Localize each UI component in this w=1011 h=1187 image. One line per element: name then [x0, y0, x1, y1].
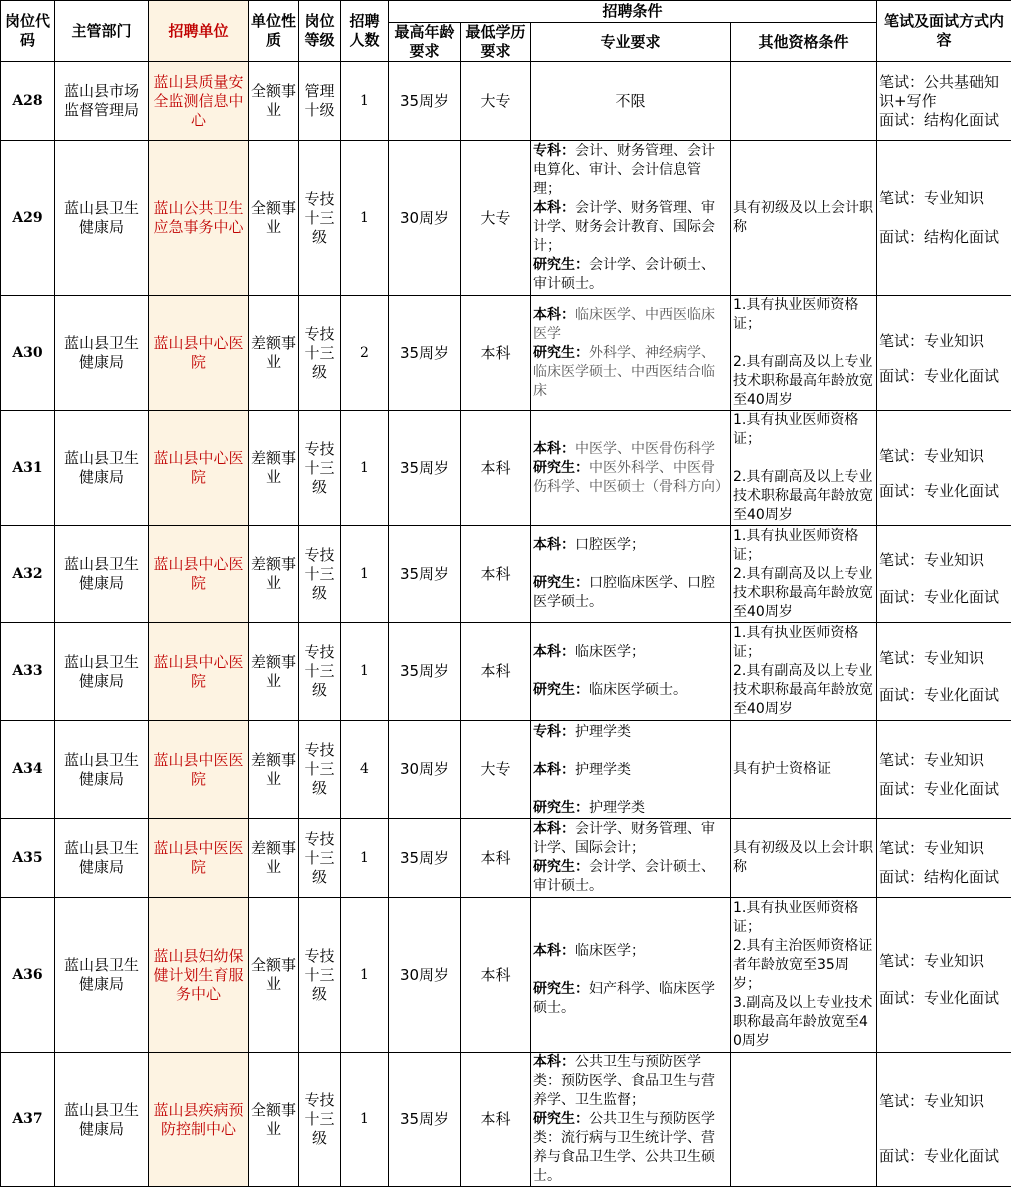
cell-age: 30周岁 [389, 141, 461, 296]
cell-other [731, 62, 877, 141]
cell-dept: 蓝山县卫生健康局 [55, 819, 149, 898]
cell-age: 35周岁 [389, 1053, 461, 1187]
cell-exam [877, 296, 1011, 411]
table-row [1, 819, 1011, 898]
cell-other [731, 1053, 877, 1187]
header-exam: 笔试及面试方式内容 [877, 1, 1011, 62]
cell-code: A35 [1, 819, 55, 898]
cell-age: 30周岁 [389, 721, 461, 819]
cell-edu: 大专 [461, 141, 531, 296]
cell-major: 本科：中医学、中医骨伤科学 研究生：中医外科学、中医骨伤科学、中医硕士（骨科方向） [531, 411, 731, 526]
exam-written: 笔试：专业知识 [879, 1092, 1009, 1111]
major-label: 研究生 [533, 345, 575, 361]
major-label: 研究生 [533, 460, 575, 476]
table-row [1, 898, 1011, 1053]
exam-written: 笔试：专业知识 [879, 447, 1009, 466]
major-text: 会计学、财务管理、审计学、财务会计教育、国际会计； [533, 200, 715, 254]
cell-dept: 蓝山县卫生健康局 [55, 296, 149, 411]
cell-age: 35周岁 [389, 62, 461, 141]
major-text: 临床医学、中西医临床医学 [533, 307, 715, 342]
cell-unit: 蓝山县中心医院 [149, 623, 249, 721]
cell-age: 35周岁 [389, 296, 461, 411]
cell-grade: 专技十三级 [299, 623, 341, 721]
table-row [1, 62, 1011, 141]
cell-nature: 差额事业 [249, 623, 299, 721]
major-text: 会计学、财务管理、审计学、国际会计； [533, 821, 715, 856]
cell-nature: 全额事业 [249, 62, 299, 141]
header-other: 其他资格条件 [731, 23, 877, 62]
cell-code: A37 [1, 1053, 55, 1187]
major-text: 护理学类 [575, 724, 631, 740]
major-label: 研究生 [533, 800, 575, 816]
cell-code: A29 [1, 141, 55, 296]
cell-age: 35周岁 [389, 819, 461, 898]
header-grade: 岗位等级 [299, 1, 341, 62]
other-item: 2.具有副高及以上专业技术职称最高年龄放宽至40周岁 [733, 662, 874, 719]
other-item: 3.副高及以上专业技术职称最高年龄放宽至40周岁 [733, 994, 874, 1051]
cell-count: 4 [341, 721, 389, 819]
major-label: 本科 [533, 943, 561, 959]
major-label: 专科 [533, 724, 561, 740]
major-text: 会计、财务管理、会计电算化、审计、会计信息管理； [533, 143, 715, 197]
cell-unit: 蓝山县中心医院 [149, 296, 249, 411]
cell-age: 35周岁 [389, 623, 461, 721]
cell-exam [877, 141, 1011, 296]
major-text: 口腔医学； [575, 537, 645, 553]
cell-nature: 全额事业 [249, 898, 299, 1053]
major-text: 外科学、神经病学、临床医学硕士、中西医结合临床 [533, 345, 715, 399]
major-text: 护理学类 [589, 800, 645, 816]
exam-interview: 面试：专业化面试 [879, 1147, 1009, 1166]
exam-interview: 面试：结构化面试 [879, 228, 1009, 247]
cell-exam [877, 526, 1011, 623]
exam-written: 笔试：专业知识 [879, 952, 1009, 971]
header-unit: 招聘单位 [149, 1, 249, 62]
cell-exam [877, 898, 1011, 1053]
other-item: 1.具有执业医师资格证； [733, 296, 874, 334]
cell-count: 1 [341, 526, 389, 623]
major-label: 本科 [533, 537, 561, 553]
exam-written: 笔试：专业知识 [879, 189, 1009, 208]
exam-interview: 面试：结构化面试 [879, 868, 1009, 887]
cell-major: 本科：临床医学； 研究生：临床医学硕士。 [531, 623, 731, 721]
other-item: 1.具有执业医师资格证； [733, 624, 874, 662]
cell-unit: 蓝山县中心医院 [149, 411, 249, 526]
table-row [1, 141, 1011, 296]
table-row [1, 526, 1011, 623]
cell-nature: 差额事业 [249, 819, 299, 898]
cell-edu: 本科 [461, 819, 531, 898]
exam-interview: 面试：专业化面试 [879, 588, 1009, 607]
cell-count: 1 [341, 62, 389, 141]
other-item: 1.具有执业医师资格证； [733, 527, 874, 565]
major-label: 研究生 [533, 859, 575, 875]
header-edu: 最低学历要求 [461, 23, 531, 62]
header-code: 岗位代码 [1, 1, 55, 62]
exam-interview: 面试：专业化面试 [879, 482, 1009, 501]
cell-other [731, 411, 877, 526]
exam-written: 笔试：专业知识 [879, 839, 1009, 858]
cell-age: 30周岁 [389, 898, 461, 1053]
header-nature: 单位性质 [249, 1, 299, 62]
cell-dept: 蓝山县卫生健康局 [55, 1053, 149, 1187]
cell-grade: 专技十三级 [299, 296, 341, 411]
exam-written: 笔试：公共基础知识+写作 [879, 73, 1009, 111]
cell-exam [877, 721, 1011, 819]
cell-dept: 蓝山县卫生健康局 [55, 898, 149, 1053]
cell-count: 1 [341, 819, 389, 898]
cell-other [731, 623, 877, 721]
table-header [1, 1, 1011, 62]
cell-other [731, 526, 877, 623]
cell-dept: 蓝山县卫生健康局 [55, 141, 149, 296]
cell-code: A32 [1, 526, 55, 623]
major-text: 临床医学； [575, 943, 645, 959]
major-text: 中医学、中医骨伤科学 [575, 441, 715, 457]
other-item: 2.具有副高及以上专业技术职称最高年龄放宽至40周岁 [733, 468, 874, 525]
cell-grade: 专技十三级 [299, 526, 341, 623]
cell-exam [877, 819, 1011, 898]
major-text: 临床医学； [575, 644, 645, 660]
other-item: 2.具有副高及以上专业技术职称最高年龄放宽至40周岁 [733, 565, 874, 622]
major-text: 口腔临床医学、口腔医学硕士。 [533, 575, 715, 610]
cell-count: 1 [341, 623, 389, 721]
cell-unit: 蓝山县中医医院 [149, 819, 249, 898]
cell-nature: 差额事业 [249, 296, 299, 411]
exam-interview: 面试：专业化面试 [879, 780, 1009, 799]
other-item: 1.具有执业医师资格证； [733, 899, 874, 937]
cell-dept: 蓝山县卫生健康局 [55, 411, 149, 526]
cell-dept: 蓝山县卫生健康局 [55, 526, 149, 623]
cell-edu: 本科 [461, 898, 531, 1053]
cell-grade: 专技十三级 [299, 898, 341, 1053]
cell-exam [877, 411, 1011, 526]
exam-interview: 面试：专业化面试 [879, 686, 1009, 705]
cell-code: A34 [1, 721, 55, 819]
major-text: 会计学、会计硕士、审计硕士。 [533, 859, 715, 894]
cell-grade: 专技十三级 [299, 721, 341, 819]
cell-edu: 大专 [461, 721, 531, 819]
major-label: 本科 [533, 1054, 561, 1070]
major-text: 护理学类 [575, 762, 631, 778]
cell-edu: 本科 [461, 1053, 531, 1187]
major-text: 妇产科学、临床医学硕士。 [533, 981, 715, 1016]
other-item: 1.具有执业医师资格证； [733, 411, 874, 449]
cell-other: 具有护士资格证 [731, 721, 877, 819]
cell-code: A31 [1, 411, 55, 526]
header-conditions: 招聘条件 [389, 1, 877, 23]
cell-nature: 全额事业 [249, 141, 299, 296]
cell-count: 1 [341, 411, 389, 526]
cell-edu: 大专 [461, 62, 531, 141]
cell-unit: 蓝山县质量安全监测信息中心 [149, 62, 249, 141]
cell-unit: 蓝山县妇幼保健计划生育服务中心 [149, 898, 249, 1053]
cell-code: A36 [1, 898, 55, 1053]
cell-nature: 差额事业 [249, 721, 299, 819]
cell-code: A30 [1, 296, 55, 411]
major-label: 研究生 [533, 981, 575, 997]
cell-major: 本科：会计学、财务管理、审计学、国际会计； 研究生：会计学、会计硕士、审计硕士。 [531, 819, 731, 898]
table-row [1, 721, 1011, 819]
cell-grade: 管理十级 [299, 62, 341, 141]
major-text: 公共卫生与预防医学类：预防医学、食品卫生与营养学、卫生监督； [533, 1054, 715, 1108]
major-label: 本科 [533, 762, 561, 778]
cell-unit: 蓝山县疾病预防控制中心 [149, 1053, 249, 1187]
cell-count: 2 [341, 296, 389, 411]
cell-other: 具有初级及以上会计职称 [731, 141, 877, 296]
cell-major: 专科：护理学类 本科：护理学类 研究生：护理学类 [531, 721, 731, 819]
table-row [1, 296, 1011, 411]
major-label: 本科 [533, 441, 561, 457]
cell-code: A33 [1, 623, 55, 721]
header-dept: 主管部门 [55, 1, 149, 62]
major-label: 本科 [533, 644, 561, 660]
cell-grade: 专技十三级 [299, 819, 341, 898]
exam-written: 笔试：专业知识 [879, 332, 1009, 351]
exam-written: 笔试：专业知识 [879, 649, 1009, 668]
major-label: 研究生 [533, 575, 575, 591]
header-count: 招聘人数 [341, 1, 389, 62]
cell-dept: 蓝山县市场监督管理局 [55, 62, 149, 141]
cell-nature: 差额事业 [249, 526, 299, 623]
cell-count: 1 [341, 898, 389, 1053]
exam-written: 笔试：专业知识 [879, 751, 1009, 770]
table-row [1, 623, 1011, 721]
cell-unit: 蓝山公共卫生应急事务中心 [149, 141, 249, 296]
cell-dept: 蓝山县卫生健康局 [55, 721, 149, 819]
cell-other [731, 898, 877, 1053]
major-label: 研究生 [533, 682, 575, 698]
cell-edu: 本科 [461, 623, 531, 721]
cell-unit: 蓝山县中心医院 [149, 526, 249, 623]
cell-major: 本科：口腔医学； 研究生：口腔临床医学、口腔医学硕士。 [531, 526, 731, 623]
cell-major: 专科：会计、财务管理、会计电算化、审计、会计信息管理； 本科：会计学、财务管理、审计学、财务会计教育、国际会计； 研究生：会计学、会计硕士、审计硕士。 [531, 141, 731, 296]
major-text: 临床医学硕士。 [589, 682, 687, 698]
other-item: 2.具有副高及以上专业技术职称最高年龄放宽至40周岁 [733, 353, 874, 410]
cell-count: 1 [341, 141, 389, 296]
cell-exam [877, 623, 1011, 721]
table-body [1, 62, 1011, 1187]
major-label: 研究生 [533, 257, 575, 273]
major-text: 公共卫生与预防医学类：流行病与卫生统计学、营养与食品卫生学、公共卫生硕士。 [533, 1111, 715, 1184]
exam-interview: 面试：专业化面试 [879, 367, 1009, 386]
cell-unit: 蓝山县中医医院 [149, 721, 249, 819]
cell-count: 1 [341, 1053, 389, 1187]
major-label: 本科 [533, 821, 561, 837]
cell-major: 本科：临床医学、中西医临床医学 研究生：外科学、神经病学、临床医学硕士、中西医结合临床 [531, 296, 731, 411]
major-label: 本科 [533, 200, 561, 216]
cell-grade: 专技十三级 [299, 141, 341, 296]
cell-major: 本科：公共卫生与预防医学类：预防医学、食品卫生与营养学、卫生监督； 研究生：公共卫生与预防医学类：流行病与卫生统计学、营养与食品卫生学、公共卫生硕士。 [531, 1053, 731, 1187]
exam-interview: 面试：结构化面试 [879, 111, 1009, 130]
major-label: 专科 [533, 143, 561, 159]
cell-exam [877, 62, 1011, 141]
major-text: 中医外科学、中医骨伤科学、中医硕士（骨科方向） [533, 460, 729, 495]
cell-major: 不限 [531, 62, 731, 141]
cell-other [731, 296, 877, 411]
major-text: 会计学、会计硕士、审计硕士。 [533, 257, 715, 292]
cell-edu: 本科 [461, 526, 531, 623]
table-row [1, 411, 1011, 526]
cell-age: 35周岁 [389, 411, 461, 526]
cell-edu: 本科 [461, 296, 531, 411]
major-label: 本科 [533, 307, 561, 323]
cell-grade: 专技十三级 [299, 1053, 341, 1187]
exam-interview: 面试：专业化面试 [879, 989, 1009, 1008]
cell-nature: 差额事业 [249, 411, 299, 526]
cell-grade: 专技十三级 [299, 411, 341, 526]
other-item: 2.具有主治医师资格证者年龄放宽至35周岁； [733, 937, 874, 994]
cell-nature: 全额事业 [249, 1053, 299, 1187]
header-age: 最高年龄要求 [389, 23, 461, 62]
cell-exam [877, 1053, 1011, 1187]
cell-other: 具有初级及以上会计职称 [731, 819, 877, 898]
cell-code: A28 [1, 62, 55, 141]
exam-written: 笔试：专业知识 [879, 551, 1009, 570]
cell-age: 35周岁 [389, 526, 461, 623]
cell-dept: 蓝山县卫生健康局 [55, 623, 149, 721]
cell-edu: 本科 [461, 411, 531, 526]
cell-major: 本科：临床医学； 研究生：妇产科学、临床医学硕士。 [531, 898, 731, 1053]
major-label: 研究生 [533, 1111, 575, 1127]
table-row [1, 1053, 1011, 1187]
header-major: 专业要求 [531, 23, 731, 62]
